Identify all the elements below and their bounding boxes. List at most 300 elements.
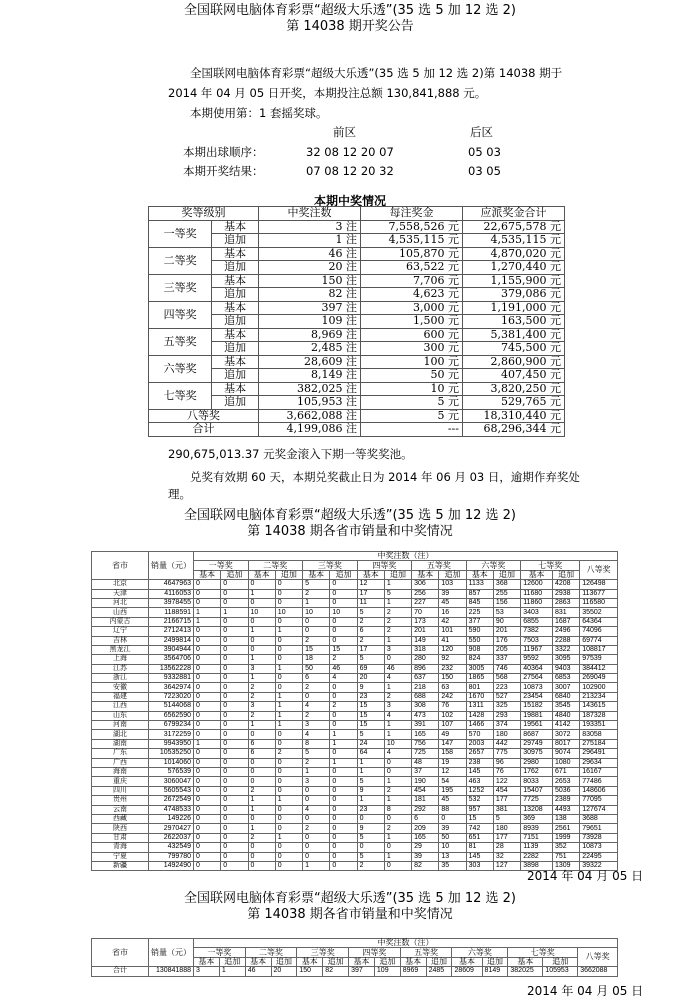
winner-count: 0 — [194, 674, 221, 683]
winner-count: 0 — [330, 767, 357, 776]
winner-count: 0 — [221, 739, 248, 748]
winner-count: 550 — [466, 636, 493, 645]
winner-count: 0 — [384, 767, 411, 776]
header-basic: 基本 — [194, 570, 221, 579]
winner-count: 3 — [303, 777, 330, 786]
prize-type: 基本 — [212, 301, 259, 315]
winner-count: 2389 — [552, 796, 579, 805]
winner-count: 1139 — [521, 843, 553, 852]
winner-count: 4208 — [552, 580, 579, 589]
winner-count: 127674 — [580, 805, 618, 814]
winner-count: 0 — [248, 767, 275, 776]
header-basic: 基本 — [412, 570, 439, 579]
winner-count: 45 — [439, 796, 466, 805]
winner-count: 13 — [439, 852, 466, 861]
winner-count: 213234 — [580, 692, 618, 701]
winner-count: 73928 — [580, 833, 618, 842]
prize-each: 3,000 元 — [361, 301, 463, 315]
winner-count: 201 — [412, 627, 439, 636]
winner-count: 109 — [374, 967, 400, 976]
table-row — [92, 824, 618, 833]
winner-count: 12 — [439, 767, 466, 776]
winner-count: 1133 — [466, 580, 493, 589]
winner-count: 6 — [412, 814, 439, 823]
winner-count: 0 — [248, 861, 275, 870]
winner-count: 3322 — [552, 645, 579, 654]
winner-count: 381 — [493, 805, 520, 814]
winner-count: 0 — [221, 655, 248, 664]
winner-count: 29749 — [521, 739, 553, 748]
winner-count: 908 — [466, 645, 493, 654]
winner-count: 896 — [412, 664, 439, 673]
prize-count: 105,953 注 — [259, 396, 361, 410]
prize-total: 379,086 元 — [463, 288, 565, 302]
winner-count: 10 — [439, 843, 466, 852]
winner-count: 116580 — [580, 598, 618, 607]
winner-count: 0 — [275, 861, 302, 870]
sales-value: 2499814 — [149, 636, 194, 645]
winner-count: 775 — [493, 749, 520, 758]
winner-count: 46 — [384, 664, 411, 673]
winner-count: 0 — [330, 861, 357, 870]
winner-count: 5 — [303, 580, 330, 589]
prize-type: 基本 — [212, 247, 259, 261]
prize-type: 追加 — [212, 396, 259, 410]
summary-section-subtitle: 第 14038 期各省市销量和中奖情况 — [247, 907, 453, 922]
winner-count: 0 — [275, 645, 302, 654]
winner-count: 218 — [412, 683, 439, 692]
back-zone-label: 后区 — [470, 125, 493, 139]
winner-count: 0 — [330, 843, 357, 852]
province-name: 江苏 — [92, 664, 149, 673]
province-name: 青海 — [92, 843, 149, 852]
winner-count: 180 — [493, 824, 520, 833]
winner-count: 3005 — [466, 664, 493, 673]
winner-count: 20 — [271, 967, 297, 976]
winner-count: 23 — [357, 805, 384, 814]
header-extra: 追加 — [330, 570, 357, 579]
table-row — [92, 967, 618, 976]
winner-count: 4 — [384, 674, 411, 683]
winner-count: 255 — [493, 589, 520, 598]
winner-count: 725 — [412, 749, 439, 758]
header-basic: 基本 — [452, 957, 482, 966]
prize-type: 基本 — [212, 382, 259, 396]
winner-count: 0 — [330, 598, 357, 607]
winner-count: 0 — [221, 749, 248, 758]
winner-count: 1 — [248, 655, 275, 664]
prize-total: 4,535,115 元 — [463, 234, 565, 248]
province-name: 浙江 — [92, 674, 149, 683]
province-name: 西藏 — [92, 814, 149, 823]
result-back-numbers: 03 05 — [468, 164, 501, 178]
front-zone-label: 前区 — [333, 125, 356, 139]
winner-count: 4 — [384, 749, 411, 758]
winner-count: 374 — [493, 721, 520, 730]
header-extra: 追加 — [219, 957, 245, 966]
province-name: 宁夏 — [92, 852, 149, 861]
winner-count: 4 — [330, 674, 357, 683]
winner-count: 1466 — [466, 721, 493, 730]
winner-count: 3545 — [552, 702, 579, 711]
winner-count: 209 — [412, 824, 439, 833]
winner-count: 1762 — [521, 767, 553, 776]
winner-count: 35502 — [580, 608, 618, 617]
winner-count: 0 — [330, 692, 357, 701]
province-name: 湖南 — [92, 739, 149, 748]
winner-count: 8687 — [521, 730, 553, 739]
winner-count: 2 — [303, 683, 330, 692]
sales-value: 799780 — [149, 852, 194, 861]
prize-level: 四等奖 — [149, 301, 212, 328]
winner-count: 40364 — [521, 664, 553, 673]
winner-count: 0 — [221, 861, 248, 870]
winner-count: 76 — [439, 702, 466, 711]
winner-count: 2288 — [552, 636, 579, 645]
winner-count: 1 — [357, 767, 384, 776]
winner-count: 4 — [303, 702, 330, 711]
province-name: 江西 — [92, 702, 149, 711]
winner-count: 570 — [466, 730, 493, 739]
winner-count: 0 — [221, 777, 248, 786]
winner-count: 5 — [493, 814, 520, 823]
winner-count: 8033 — [521, 777, 553, 786]
winner-count: 29 — [412, 843, 439, 852]
winner-count: 256 — [412, 589, 439, 598]
table-row — [92, 843, 618, 852]
header-level: 七等奖 — [508, 948, 578, 957]
intro-line-2: 2014 年 04 月 05 日开奖，本期投注总额 130,841,888 元。 — [168, 86, 487, 100]
winner-count: 0 — [357, 843, 384, 852]
winner-count: 8 — [303, 739, 330, 748]
sales-value: 1492490 — [149, 861, 194, 870]
province-name: 重庆 — [92, 777, 149, 786]
header-winners: 中奖注数（注） — [194, 552, 618, 561]
winner-count: 0 — [221, 767, 248, 776]
winner-count: 2 — [303, 758, 330, 767]
prize-total: 1,191,000 元 — [463, 301, 565, 315]
winner-count: 1252 — [466, 786, 493, 795]
header-basic: 基本 — [297, 957, 323, 966]
winner-count: 957 — [466, 805, 493, 814]
prize-total: 5,381,400 元 — [463, 328, 565, 342]
table-row — [92, 589, 618, 598]
claim-note-line-1: 兑奖有效期 60 天，本期兑奖截止日为 2014 年 06 月 03 日，逾期作弃奖处 — [190, 470, 580, 484]
winner-count: 15 — [357, 721, 384, 730]
header-level: 七等奖 — [521, 561, 580, 570]
header-basic: 基本 — [521, 570, 553, 579]
winner-count: 3 — [194, 967, 220, 976]
winner-count: 6 — [303, 674, 330, 683]
winner-count: 296491 — [580, 749, 618, 758]
prize-each: 105,870 元 — [361, 247, 463, 261]
winner-count: 275184 — [580, 739, 618, 748]
winner-count: 0 — [221, 721, 248, 730]
winner-count: 126498 — [580, 580, 618, 589]
sales-value: 6799234 — [149, 721, 194, 730]
winner-count: 369 — [521, 814, 553, 823]
winner-count: 11967 — [521, 645, 553, 654]
winner-count: 0 — [194, 749, 221, 758]
sales-value: 2166715 — [149, 617, 194, 626]
winner-count: 0 — [221, 627, 248, 636]
winner-count: 12 — [357, 580, 384, 589]
prize-type: 基本 — [212, 355, 259, 369]
sales-value: 10535250 — [149, 749, 194, 758]
winner-count: 120 — [439, 645, 466, 654]
winner-count: 0 — [330, 711, 357, 720]
winner-count: 5 — [357, 852, 384, 861]
table-row — [92, 683, 618, 692]
province-name: 安徽 — [92, 683, 149, 692]
winner-count: 177 — [493, 833, 520, 842]
winner-count: 0 — [221, 730, 248, 739]
winner-count: 2 — [384, 608, 411, 617]
winner-count: 50 — [439, 833, 466, 842]
winner-count: 527 — [493, 692, 520, 701]
table-row — [92, 608, 618, 617]
winner-count: 0 — [330, 589, 357, 598]
sales-value: 2622037 — [149, 833, 194, 842]
winner-count: 0 — [384, 655, 411, 664]
prize-type: 基本 — [212, 220, 259, 234]
prize-table — [148, 206, 565, 437]
header-province: 省市 — [92, 552, 149, 580]
winner-count: 0 — [275, 805, 302, 814]
winner-count: 3403 — [521, 608, 553, 617]
winner-count: 3 — [248, 702, 275, 711]
winner-count: 0 — [248, 814, 275, 823]
prize-total: 745,500 元 — [463, 342, 565, 356]
winner-count: 190 — [412, 777, 439, 786]
winner-count: 1 — [275, 833, 302, 842]
winner-count: 19 — [439, 758, 466, 767]
table-row — [92, 814, 618, 823]
table-row — [92, 617, 618, 626]
sales-value: 2970427 — [149, 824, 194, 833]
winner-count: 0 — [275, 758, 302, 767]
winner-count: 8969 — [400, 967, 426, 976]
header-basic: 基本 — [349, 957, 375, 966]
prize-row — [149, 234, 565, 248]
winner-count: 19561 — [521, 721, 553, 730]
order-label: 本期出球顺序： — [183, 145, 264, 159]
winner-count: 113677 — [580, 589, 618, 598]
prize-level: 一等奖 — [149, 220, 212, 247]
sales-value: 5144068 — [149, 702, 194, 711]
winner-count: 0 — [221, 617, 248, 626]
prize-level: 五等奖 — [149, 328, 212, 355]
winner-count: 0 — [221, 598, 248, 607]
prize-header-count: 中奖注数 — [259, 207, 361, 221]
winner-count: 238 — [466, 758, 493, 767]
prize-each: 1,500 元 — [361, 315, 463, 329]
winner-count: 8017 — [552, 739, 579, 748]
winner-count: 15 — [466, 814, 493, 823]
winner-count: 29634 — [580, 758, 618, 767]
winner-count: 23 — [357, 692, 384, 701]
winner-count: 306 — [412, 580, 439, 589]
winner-count: 1 — [248, 627, 275, 636]
winner-count: 1 — [275, 702, 302, 711]
winner-count: 1 — [384, 852, 411, 861]
winner-count: 1 — [221, 608, 248, 617]
prize-level: 合计 — [149, 423, 259, 437]
winner-count: 10 — [248, 608, 275, 617]
winner-count: 3 — [303, 721, 330, 730]
header-extra: 追加 — [384, 570, 411, 579]
winner-count: 77095 — [580, 796, 618, 805]
header-extra: 追加 — [552, 570, 579, 579]
prize-type: 追加 — [212, 261, 259, 275]
winner-count: 0 — [275, 786, 302, 795]
winner-count: 1 — [275, 711, 302, 720]
winner-count: 0 — [194, 627, 221, 636]
winner-count: 292 — [412, 805, 439, 814]
winner-count: 88 — [439, 805, 466, 814]
prize-count: 109 注 — [259, 315, 361, 329]
prize-each: 5 元 — [361, 396, 463, 410]
table-row — [92, 721, 618, 730]
header-eighth: 八等奖 — [580, 561, 618, 580]
winner-count: 0 — [330, 627, 357, 636]
winner-count: 0 — [384, 843, 411, 852]
winner-count: 1428 — [466, 711, 493, 720]
winner-count: 377 — [466, 617, 493, 626]
header-winners: 中奖注数（注） — [194, 939, 618, 948]
winner-count: 473 — [412, 711, 439, 720]
winner-count: 0 — [275, 777, 302, 786]
winner-count: 0 — [248, 617, 275, 626]
province-name: 广东 — [92, 749, 149, 758]
winner-count: 0 — [330, 749, 357, 758]
winner-count: 165 — [412, 833, 439, 842]
header-extra: 追加 — [439, 570, 466, 579]
prize-each: 4,535,115 元 — [361, 234, 463, 248]
winner-count: 1 — [384, 580, 411, 589]
winner-count: 3072 — [552, 730, 579, 739]
winner-count: 2938 — [552, 589, 579, 598]
header-level: 三等奖 — [297, 948, 349, 957]
sales-value: 3642974 — [149, 683, 194, 692]
winner-count: 3 — [384, 645, 411, 654]
province-name: 陕西 — [92, 824, 149, 833]
winner-count: 1 — [330, 730, 357, 739]
winner-count: 1 — [384, 598, 411, 607]
winner-count: 5 — [357, 777, 384, 786]
prize-header-total: 应派奖金合计 — [463, 207, 565, 221]
winner-count: 442 — [493, 739, 520, 748]
winner-count: 2863 — [552, 598, 579, 607]
prize-each: 50 元 — [361, 369, 463, 383]
prize-total: 163,500 元 — [463, 315, 565, 329]
winner-count: 0 — [384, 758, 411, 767]
winner-count: 15 — [330, 645, 357, 654]
winner-count: 79651 — [580, 824, 618, 833]
prize-row — [149, 274, 565, 288]
winner-count: 637 — [412, 674, 439, 683]
winner-count: 10 — [303, 608, 330, 617]
province-name: 福建 — [92, 692, 149, 701]
winner-count: 0 — [221, 843, 248, 852]
prize-count: 1 注 — [259, 234, 361, 248]
prize-count: 28,609 注 — [259, 355, 361, 369]
winner-count: 1 — [275, 692, 302, 701]
prize-count: 4,199,086 注 — [259, 423, 361, 437]
header-extra: 追加 — [221, 570, 248, 579]
sales-value: 5605543 — [149, 786, 194, 795]
winner-count: 0 — [221, 711, 248, 720]
winner-count: 463 — [466, 777, 493, 786]
winner-count: 102 — [439, 711, 466, 720]
header-sales: 销量（元） — [149, 552, 194, 580]
prize-row — [149, 288, 565, 302]
winner-count: 8 — [384, 805, 411, 814]
sales-value: 6562590 — [149, 711, 194, 720]
winner-count: 1687 — [552, 617, 579, 626]
province-name: 天津 — [92, 589, 149, 598]
winner-count: 37 — [412, 767, 439, 776]
prize-count: 382,025 注 — [259, 382, 361, 396]
table-row — [92, 730, 618, 739]
province-name: 山西 — [92, 608, 149, 617]
winner-count: 201 — [493, 627, 520, 636]
sales-value: 4116053 — [149, 589, 194, 598]
winner-count: 1 — [248, 674, 275, 683]
winner-count: 0 — [194, 664, 221, 673]
winner-count: 1 — [384, 833, 411, 842]
winner-count: 181 — [412, 796, 439, 805]
prize-level: 八等奖 — [149, 409, 259, 423]
prize-row-eighth — [149, 409, 565, 423]
header-extra: 追加 — [374, 957, 400, 966]
winner-count: 225 — [466, 608, 493, 617]
table-row — [92, 739, 618, 748]
winner-count: 70 — [412, 608, 439, 617]
header-province: 省市 — [92, 939, 149, 967]
table-row — [92, 655, 618, 664]
winner-count: 2 — [330, 655, 357, 664]
winner-count: 590 — [466, 627, 493, 636]
winner-count: 2561 — [552, 824, 579, 833]
winner-count: 2 — [384, 824, 411, 833]
winner-count: 0 — [275, 824, 302, 833]
winner-count: 688 — [412, 692, 439, 701]
sales-value: 9943950 — [149, 739, 194, 748]
winner-count: 1 — [357, 758, 384, 767]
prize-total: 22,675,578 元 — [463, 220, 565, 234]
winner-count: 150 — [439, 674, 466, 683]
winner-count: 69 — [357, 664, 384, 673]
winner-count: 0 — [221, 664, 248, 673]
winner-count: 0 — [303, 833, 330, 842]
winner-count: 1 — [194, 617, 221, 626]
winner-count: 22495 — [580, 852, 618, 861]
winner-count: 0 — [275, 674, 302, 683]
winner-count: 156 — [493, 598, 520, 607]
province-name: 黑龙江 — [92, 645, 149, 654]
winner-count: 0 — [275, 598, 302, 607]
header-basic: 基本 — [303, 570, 330, 579]
winner-count: 303 — [466, 861, 493, 870]
winner-count: 3898 — [521, 861, 553, 870]
summary-table — [91, 938, 618, 977]
winner-count: 101 — [439, 627, 466, 636]
winner-count: 1311 — [466, 702, 493, 711]
province-name: 吉林 — [92, 636, 149, 645]
winner-count: 195 — [439, 786, 466, 795]
winner-count: 9 — [357, 824, 384, 833]
